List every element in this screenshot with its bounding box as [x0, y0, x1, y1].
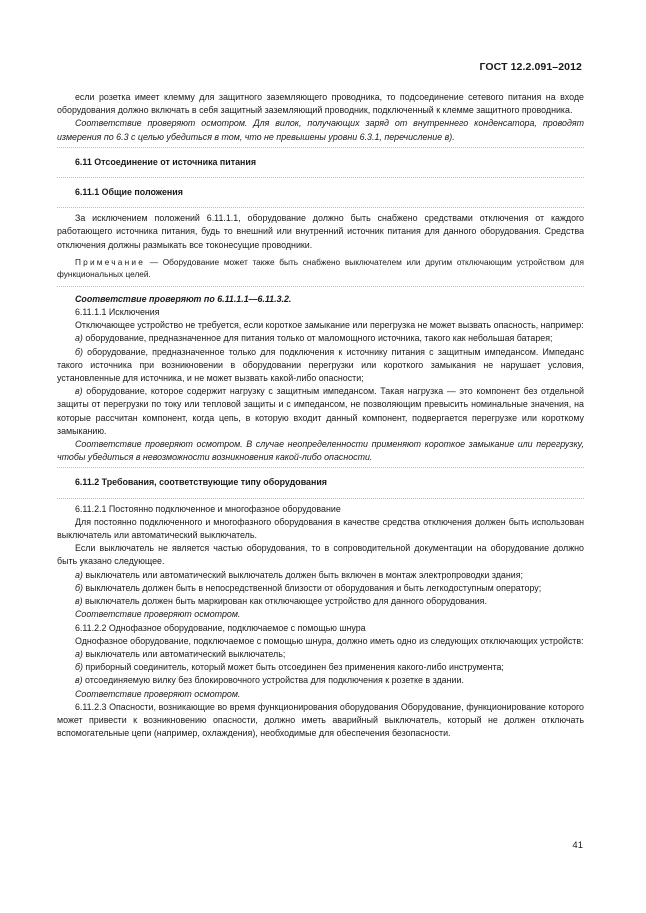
- divider: [57, 286, 584, 287]
- list-item-text: отсоединяемую вилку без блокировочного устройства для подключения к розетке в здании.: [82, 675, 464, 686]
- paragraph: если розетка имеет клемму для защитного заземляющего проводника, то подсоединение сетевого питания на входе оборудования должно включать в себя защитный заземляющий проводник, подключенный к клемме защитного проводника.: [57, 92, 584, 116]
- list-item-text: выключатель должен быть маркирован как отключающее устройство для данного оборудования.: [82, 596, 487, 607]
- list-marker: в): [75, 386, 83, 397]
- list-item: [57, 332, 584, 345]
- compliance-paragraph: Соответствие проверяют осмотром. В случае неопределенности применяют короткое замыкание или перегрузку, чтобы убедиться в невозможности возникновения какой-либо опасности.: [57, 439, 584, 463]
- page-number: 41: [572, 840, 583, 851]
- list-marker: а): [75, 333, 83, 344]
- list-item: [57, 661, 584, 674]
- list-marker: в): [75, 675, 83, 686]
- list-marker: а): [75, 648, 83, 659]
- list-item: [57, 346, 584, 386]
- divider: [57, 498, 584, 499]
- subsection-title: 6.11.1.1 Исключения: [75, 307, 160, 318]
- list-item: [57, 582, 584, 595]
- list-marker: б): [75, 662, 83, 673]
- note-text: — Оборудование может также быть снабжено выключателем или другим отключающим устройством для функциональных целей.: [57, 256, 584, 279]
- page-body: [57, 91, 584, 740]
- divider: [57, 207, 584, 208]
- divider: [57, 177, 584, 178]
- section-heading-6-11: 6.11 Отсоединение от источника питания: [75, 156, 257, 167]
- list-item: [57, 595, 584, 608]
- list-item-text: оборудование, предназначенное только для подключения к источнику питания с защитным импедансом. Импеданс такого источника при возникновении в оборудовании перегрузки или короткого замыкания не нарушает условия, установленные для источника, и не может вызвать какой-либо опасности;: [57, 346, 584, 384]
- paragraph: За исключением положений 6.11.1.1, оборудование должно быть снабжено средствами отключения от каждого работающего источника питания, будь то внешний или внутренний источник питания для данного оборудования. Средства отключения должны размыкать все токонесущие проводники.: [57, 213, 584, 250]
- note-label: Примечание: [75, 256, 146, 267]
- paragraph: Для постоянно подключенного и многофазного оборудования в качестве средства отключения должен быть использован выключатель или автоматический выключатель.: [57, 516, 584, 541]
- divider: [57, 147, 584, 148]
- list-item: [57, 648, 584, 661]
- list-marker: б): [75, 582, 83, 593]
- compliance-paragraph: Соответствие проверяют осмотром.: [75, 609, 241, 620]
- subsection-title: 6.11.2.2 Однофазное оборудование, подключаемое с помощью шнура: [75, 622, 366, 633]
- compliance-paragraph: Соответствие проверяют осмотром.: [75, 688, 241, 699]
- list-marker: а): [75, 569, 83, 580]
- note: [57, 256, 584, 280]
- paragraph: Однофазное оборудование, подключаемое с помощью шнура, должно иметь одно из следующих отключающих устройств:: [75, 635, 584, 646]
- document-number-header: ГОСТ 12.2.091–2012: [479, 61, 582, 73]
- list-item-text: оборудование, предназначенное для питания только от маломощного источника, такого как небольшая батарея;: [82, 333, 553, 344]
- paragraph: 6.11.2.3 Опасности, возникающие во время функционирования оборудования Оборудование, функционирование которого может привести к возникновению опасности, должно иметь аварийный выключатель, который не должен отключать вспомогательные цепи (например, охлаждения), необходимые для обеспечения безопасности.: [57, 701, 584, 739]
- paragraph: Если выключатель не является частью оборудования, то в сопроводительной документации на оборудование должно быть указано следующее.: [57, 543, 584, 567]
- list-item-text: выключатель должен быть в непосредственной близости от оборудования и быть легкодоступным оператору;: [82, 582, 542, 593]
- compliance-paragraph: Соответствие проверяют по 6.11.1.1—6.11.3.2.: [75, 293, 292, 304]
- divider: [57, 467, 584, 468]
- list-item-text: выключатель или автоматический выключатель;: [82, 648, 286, 659]
- list-marker: в): [75, 596, 83, 607]
- list-item-text: оборудование, которое содержит нагрузку с защитным импедансом. Такая нагрузка — это компонент без отдельной защиты от перегрузки по току или тепловой защиты и с импедансом, не позволяющим превысить номинальные значения, на которые рассчитан компонент, когда цепь, в которую входит данный компонент, подвергается перегрузке или короткому замыканию.: [57, 386, 584, 436]
- section-heading-6-11-1: 6.11.1 Общие положения: [75, 187, 183, 198]
- list-item: [57, 385, 584, 438]
- list-item-text: выключатель или автоматический выключатель должен быть включен в монтаж электропроводки здания;: [82, 569, 523, 580]
- compliance-paragraph: Соответствие проверяют осмотром. Для вилок, получающих заряд от внутреннего конденсатора, проводят измерения по 6.3 с целью убедиться в том, что не превышены уровни 6.3.1, перечисление в).: [57, 118, 584, 142]
- list-item-text: приборный соединитель, который может быть отсоединен без применения какого-либо инструмента;: [82, 662, 504, 673]
- list-marker: б): [75, 346, 83, 357]
- subsection-title: 6.11.2.1 Постоянно подключенное и многофазное оборудование: [75, 503, 341, 514]
- list-item: [57, 569, 584, 582]
- section-heading-6-11-2: 6.11.2 Требования, соответствующие типу оборудования: [75, 477, 327, 488]
- paragraph: Отключающее устройство не требуется, если короткое замыкание или перегрузка не может вызвать опасность, например:: [75, 320, 584, 331]
- list-item: [57, 674, 584, 687]
